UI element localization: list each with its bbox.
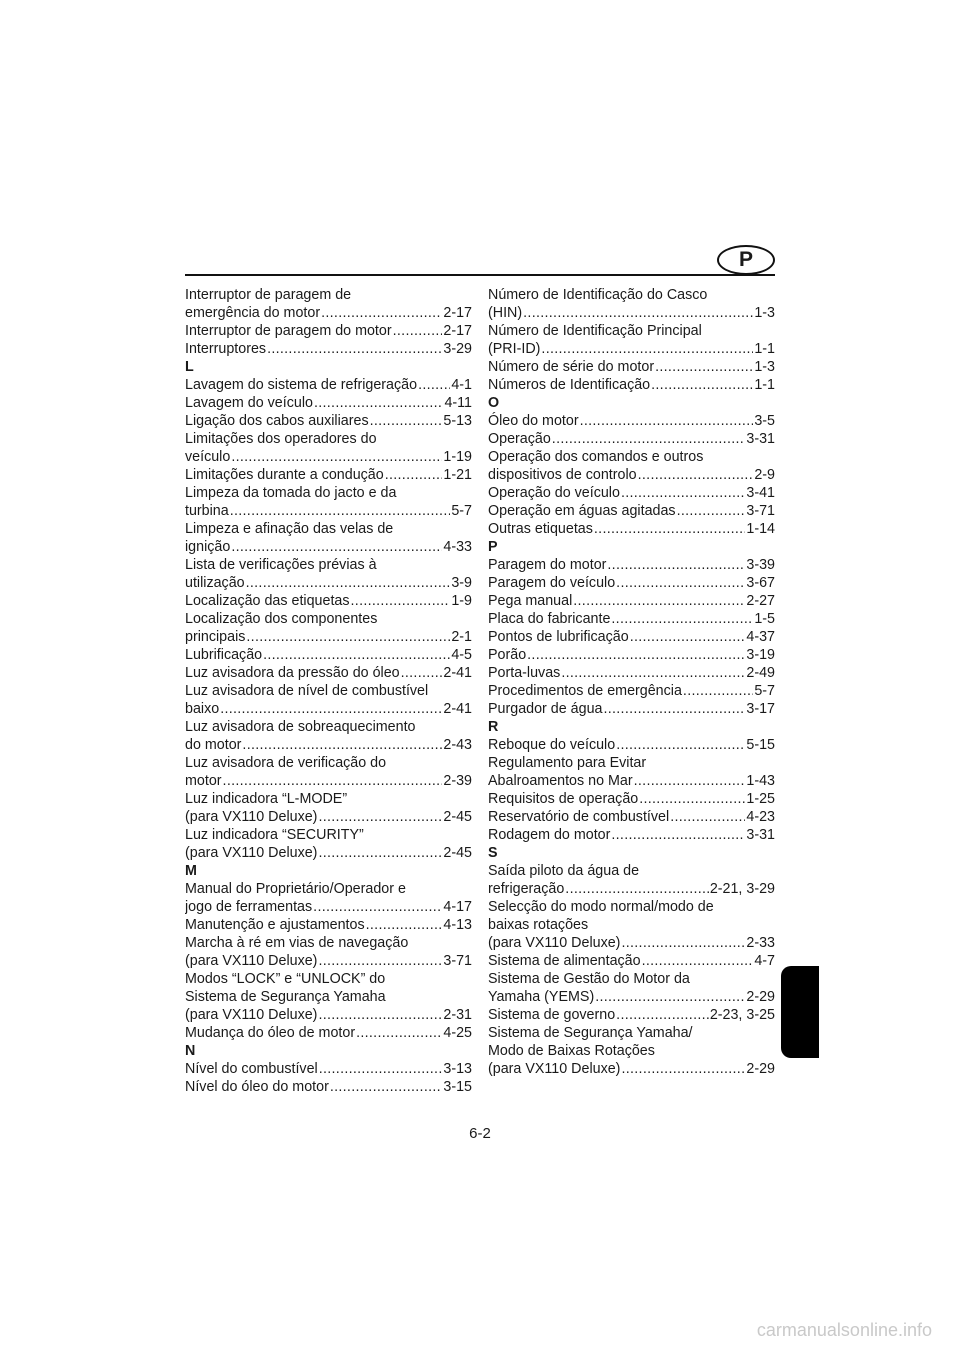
- dot-leader: [642, 952, 754, 970]
- index-entry-text: Nível do combustível: [185, 1061, 318, 1077]
- index-entry-text: Nível do óleo do motor: [185, 1079, 329, 1095]
- index-entry-text: (para VX110 Deluxe): [488, 935, 621, 951]
- index-entry-page: 1-3: [754, 305, 775, 321]
- index-entry-page: 1-1: [754, 341, 775, 357]
- index-entry-text: Sistema de Segurança Yamaha: [185, 989, 386, 1005]
- index-entry-text: Operação: [488, 431, 551, 447]
- dot-leader: [607, 556, 745, 574]
- index-entry-text: Purgador de água: [488, 701, 603, 717]
- index-entry: [185, 466, 472, 484]
- index-entry: [185, 448, 472, 466]
- index-entry-text: Localização dos componentes: [185, 611, 378, 627]
- dot-leader: [366, 916, 443, 934]
- dot-leader: [552, 430, 746, 448]
- index-entry-page: 3-29: [443, 341, 472, 357]
- index-entry-text: Interruptores: [185, 341, 267, 357]
- index-entry-page: 4-11: [444, 395, 472, 411]
- index-entry-page: 2-21, 3-29: [709, 881, 775, 897]
- index-entry-text: Luz avisadora de verificação do: [185, 755, 387, 771]
- index-entry: [185, 844, 472, 862]
- index-entry-text: do motor: [185, 737, 242, 753]
- index-entry-page: 1-1: [754, 377, 775, 393]
- index-entry-text: utilização: [185, 575, 245, 591]
- index-letter-heading: R: [488, 719, 499, 735]
- index-entry-page: 3-67: [746, 575, 775, 591]
- index-entry: [185, 700, 472, 718]
- index-entry-text: Sistema de Gestão do Motor da: [488, 971, 690, 987]
- index-entry: [488, 952, 775, 970]
- dot-leader: [603, 700, 745, 718]
- index-entry-text: Limpeza da tomada do jacto e da: [185, 485, 397, 501]
- index-entry-page: 4-23: [746, 809, 775, 825]
- index-entry: [185, 736, 472, 754]
- index-entry-page: 2-39: [443, 773, 472, 789]
- index-entry-page: 2-43: [443, 737, 472, 753]
- index-entry-text: motor: [185, 773, 222, 789]
- index-entry-page: 2-45: [443, 809, 472, 825]
- index-entry-text: Interruptor de paragem do motor: [185, 323, 392, 339]
- index-entry-page: 2-41: [443, 701, 472, 717]
- index-entry-text: (para VX110 Deluxe): [488, 1061, 621, 1077]
- dot-leader: [594, 520, 745, 538]
- index-entry-text: Óleo do motor: [488, 413, 579, 429]
- index-entry-text: Porão: [488, 647, 527, 663]
- index-entry: [488, 826, 775, 844]
- index-entry-page: 2-49: [746, 665, 775, 681]
- dot-leader: [573, 592, 745, 610]
- dot-leader: [580, 412, 754, 430]
- index-letter-heading: L: [185, 359, 194, 375]
- dot-leader: [246, 574, 451, 592]
- dot-leader: [242, 736, 442, 754]
- index-entry: [488, 1006, 775, 1024]
- index-entry: [185, 808, 472, 826]
- dot-leader: [351, 592, 451, 610]
- index-entry: [185, 592, 472, 610]
- dot-leader: [318, 808, 442, 826]
- index-entry: [185, 394, 472, 412]
- index-entry-page: 3-71: [746, 503, 775, 519]
- index-entry-text: Sistema de Segurança Yamaha/: [488, 1025, 693, 1041]
- index-entry-page: 3-39: [746, 557, 775, 573]
- index-entry-page: 4-17: [443, 899, 472, 915]
- index-entry-text: Pega manual: [488, 593, 573, 609]
- index-entry-page: 4-33: [443, 539, 472, 555]
- dot-leader: [561, 664, 745, 682]
- index-entry-text: baixas rotações: [488, 917, 589, 933]
- index-entry-text: Operação do veículo: [488, 485, 620, 501]
- index-entry-text: Paragem do veículo: [488, 575, 616, 591]
- dot-leader: [223, 772, 443, 790]
- index-entry: [185, 574, 472, 592]
- index-entry-text: jogo de ferramentas: [185, 899, 313, 915]
- index-entry-text: Modos “LOCK” e “UNLOCK” do: [185, 971, 386, 987]
- index-entry-page: 1-25: [746, 791, 775, 807]
- index-entry: [488, 772, 775, 790]
- index-entry-page: 4-25: [443, 1025, 472, 1041]
- index-column-left: [185, 286, 472, 1096]
- index-entry-text: (para VX110 Deluxe): [185, 845, 318, 861]
- index-entry-page: 1-43: [746, 773, 775, 789]
- dot-leader: [263, 646, 450, 664]
- index-entry-page: 3-31: [746, 431, 775, 447]
- index-entry-text: Lavagem do veículo: [185, 395, 313, 411]
- index-entry-text: (para VX110 Deluxe): [185, 809, 318, 825]
- index-entry-page: 1-9: [451, 593, 472, 609]
- index-entry-text: emergência do motor: [185, 305, 321, 321]
- dot-leader: [318, 952, 442, 970]
- dot-leader: [616, 1006, 709, 1024]
- index-entry: [488, 412, 775, 430]
- index-entry-text: principais: [185, 629, 246, 645]
- index-entry: [488, 466, 775, 484]
- index-entry: [185, 1060, 472, 1078]
- index-letter-heading: N: [185, 1043, 196, 1059]
- index-entry-text: baixo: [185, 701, 220, 717]
- index-entry-text: Limitações dos operadores do: [185, 431, 377, 447]
- dot-leader: [313, 898, 442, 916]
- index-entry-text: Manual do Proprietário/Operador e: [185, 881, 406, 897]
- index-entry-text: Número de Identificação do Casco: [488, 287, 708, 303]
- page-number: 6-2: [469, 1125, 491, 1142]
- index-entry-text: Números de Identificação: [488, 377, 651, 393]
- index-entry-page: 4-5: [451, 647, 472, 663]
- index-entry-page: 3-13: [443, 1061, 472, 1077]
- index-entry-page: 2-17: [443, 323, 472, 339]
- index-entry: [185, 916, 472, 934]
- dot-leader: [639, 790, 745, 808]
- index-entry-page: 2-45: [443, 845, 472, 861]
- index-entry: [488, 304, 775, 322]
- index-letter-heading: S: [488, 845, 498, 861]
- index-entry: [488, 484, 775, 502]
- dot-leader: [638, 466, 754, 484]
- index-entry: [488, 790, 775, 808]
- index-entry: [488, 628, 775, 646]
- dot-leader: [616, 736, 745, 754]
- dot-leader: [621, 484, 745, 502]
- index-letter-heading: P: [488, 539, 498, 555]
- index-entry-page: 3-17: [746, 701, 775, 717]
- dot-leader: [655, 358, 753, 376]
- index-entry: [185, 1024, 472, 1042]
- index-entry: [488, 988, 775, 1006]
- index-entry: [185, 898, 472, 916]
- index-entry-page: 3-31: [746, 827, 775, 843]
- index-entry-text: Luz indicadora “SECURITY”: [185, 827, 364, 843]
- index-entry-text: Paragem do motor: [488, 557, 607, 573]
- index-entry-page: 4-13: [443, 917, 472, 933]
- index-entry-text: Luz avisadora de sobreaquecimento: [185, 719, 416, 735]
- index-entry: [185, 1006, 472, 1024]
- index-entry: [488, 736, 775, 754]
- index-entry-text: refrigeração: [488, 881, 565, 897]
- dot-leader: [393, 322, 443, 340]
- dot-leader: [220, 700, 442, 718]
- dot-leader: [370, 412, 443, 430]
- index-entry: [488, 700, 775, 718]
- index-entry-text: Operação em águas agitadas: [488, 503, 676, 519]
- dot-leader: [621, 934, 745, 952]
- index-entry-page: 3-5: [754, 413, 775, 429]
- dot-leader: [565, 880, 709, 898]
- index-entry-page: 2-23, 3-25: [709, 1007, 775, 1023]
- dot-leader: [523, 304, 753, 322]
- dot-leader: [634, 772, 746, 790]
- index-entry-text: Mudança do óleo de motor: [185, 1025, 356, 1041]
- index-entry-text: turbina: [185, 503, 229, 519]
- dot-leader: [231, 448, 442, 466]
- index-entry-text: Lista de verificações prévias à: [185, 557, 377, 573]
- index-entry: [185, 1078, 472, 1096]
- index-entry-text: Outras etiquetas: [488, 521, 593, 537]
- index-entry-page: 3-9: [451, 575, 472, 591]
- index-entry-text: Requisitos de operação: [488, 791, 639, 807]
- index-entry: [185, 304, 472, 322]
- index-entry-text: (PRI-ID): [488, 341, 541, 357]
- index-entry-text: veículo: [185, 449, 231, 465]
- index-entry: [185, 538, 472, 556]
- index-entry: [185, 502, 472, 520]
- index-entry-text: Pontos de lubrificação: [488, 629, 629, 645]
- index-entry-text: Porta-luvas: [488, 665, 561, 681]
- index-entry-text: Luz indicadora “L-MODE”: [185, 791, 348, 807]
- dot-leader: [683, 682, 753, 700]
- dot-leader: [677, 502, 746, 520]
- index-entry: [488, 808, 775, 826]
- index-entry-page: 5-13: [443, 413, 472, 429]
- dot-leader: [385, 466, 443, 484]
- index-entry-text: Selecção do modo normal/modo de: [488, 899, 714, 915]
- index-entry-text: Luz avisadora de nível de combustível: [185, 683, 429, 699]
- index-entry-page: 3-15: [443, 1079, 472, 1095]
- index-entry-page: 5-7: [451, 503, 472, 519]
- index-entry: [488, 880, 775, 898]
- index-letter-heading: M: [185, 863, 197, 879]
- index-entry-text: Placa do fabricante: [488, 611, 611, 627]
- dot-leader: [621, 1060, 745, 1078]
- index-entry-text: Lavagem do sistema de refrigeração: [185, 377, 418, 393]
- index-entry-text: Número de Identificação Principal: [488, 323, 702, 339]
- watermark: carmanualsonline.info: [756, 1320, 932, 1340]
- dot-leader: [231, 538, 442, 556]
- dot-leader: [418, 376, 450, 394]
- index-entry-text: Sistema de alimentação: [488, 953, 641, 969]
- index-entry-text: Procedimentos de emergência: [488, 683, 682, 699]
- dot-leader: [401, 664, 443, 682]
- index-entry: [488, 520, 775, 538]
- index-entry-text: Luz avisadora da pressão do óleo: [185, 665, 400, 681]
- index-entry-page: 3-41: [746, 485, 775, 501]
- index-entry: [185, 322, 472, 340]
- index-entry: [488, 610, 775, 628]
- index-entry-text: (HIN): [488, 305, 523, 321]
- dot-leader: [651, 376, 753, 394]
- index-entry-page: 1-19: [443, 449, 472, 465]
- index-entry-page: 1-21: [443, 467, 472, 483]
- index-entry: [185, 646, 472, 664]
- index-entry-page: 5-7: [754, 683, 775, 699]
- dot-leader: [356, 1024, 442, 1042]
- index-entry-page: 2-31: [443, 1007, 472, 1023]
- index-entry-page: 2-1: [451, 629, 472, 645]
- index-entry-text: Saída piloto da água de: [488, 863, 640, 879]
- index-entry-text: Abalroamentos no Mar: [488, 773, 633, 789]
- index-entry: [488, 934, 775, 952]
- dot-leader: [318, 1006, 442, 1024]
- index-entry-page: 4-1: [451, 377, 472, 393]
- index-entry-text: dispositivos de controlo: [488, 467, 637, 483]
- index-entry-text: Marcha à ré em vias de navegação: [185, 935, 409, 951]
- dot-leader: [314, 394, 443, 412]
- dot-leader: [267, 340, 442, 358]
- index-entry: [488, 340, 775, 358]
- index-entry-text: Localização das etiquetas: [185, 593, 350, 609]
- index-entry-page: 1-5: [754, 611, 775, 627]
- index-entry-page: 4-7: [754, 953, 775, 969]
- dot-leader: [318, 844, 442, 862]
- index-entry-page: 5-15: [746, 737, 775, 753]
- index-entry: [185, 772, 472, 790]
- index-entry: [488, 682, 775, 700]
- index-entry: [185, 376, 472, 394]
- dot-leader: [246, 628, 450, 646]
- index-entry: [488, 502, 775, 520]
- index-entry: [488, 556, 775, 574]
- index-entry-text: Reboque do veículo: [488, 737, 616, 753]
- dot-leader: [611, 610, 753, 628]
- index-entry: [488, 592, 775, 610]
- dot-leader: [230, 502, 451, 520]
- index-entry: [488, 376, 775, 394]
- index-entry-page: 3-71: [443, 953, 472, 969]
- index-entry-text: (para VX110 Deluxe): [185, 953, 318, 969]
- index-entry-text: (para VX110 Deluxe): [185, 1007, 318, 1023]
- index-entry-page: 2-41: [443, 665, 472, 681]
- index-entry-text: Lubrificação: [185, 647, 263, 663]
- index-entry-page: 2-29: [746, 1061, 775, 1077]
- index-entry-page: 2-17: [443, 305, 472, 321]
- header-rule: [185, 274, 775, 276]
- index-entry-text: Manutenção e ajustamentos: [185, 917, 365, 933]
- index-entry-page: 2-33: [746, 935, 775, 951]
- index-entry-text: Ligação dos cabos auxiliares: [185, 413, 369, 429]
- index-entry: [185, 412, 472, 430]
- dot-leader: [541, 340, 753, 358]
- index-entry: [488, 358, 775, 376]
- index-entry-text: Limpeza e afinação das velas de: [185, 521, 394, 537]
- dot-leader: [330, 1078, 443, 1096]
- index-entry-text: Yamaha (YEMS): [488, 989, 595, 1005]
- index-entry-text: Regulamento para Evitar: [488, 755, 647, 771]
- index-entry-text: ignição: [185, 539, 231, 555]
- index-entry: [488, 1060, 775, 1078]
- index-entry-page: 2-9: [754, 467, 775, 483]
- index-entry: [185, 628, 472, 646]
- index-entry: [488, 430, 775, 448]
- dot-leader: [595, 988, 745, 1006]
- index-entry-text: Operação dos comandos e outros: [488, 449, 704, 465]
- index-entry-page: 3-19: [746, 647, 775, 663]
- index-entry-text: Interruptor de paragem de: [185, 287, 352, 303]
- index-entry-text: Número de série do motor: [488, 359, 655, 375]
- dot-leader: [630, 628, 746, 646]
- chapter-tab: [781, 966, 819, 1058]
- dot-leader: [319, 1060, 443, 1078]
- index-entry-text: Reservatório de combustível: [488, 809, 670, 825]
- dot-leader: [321, 304, 442, 322]
- index-entry: [185, 952, 472, 970]
- index-entry-page: 2-29: [746, 989, 775, 1005]
- index-entry-text: Sistema de governo: [488, 1007, 616, 1023]
- index-entry-page: 1-3: [754, 359, 775, 375]
- index-entry-page: 4-37: [746, 629, 775, 645]
- index-entry-page: 1-14: [746, 521, 775, 537]
- dot-leader: [616, 574, 745, 592]
- dot-leader: [611, 826, 745, 844]
- dot-leader: [527, 646, 745, 664]
- index-entry: [185, 340, 472, 358]
- index-entry-text: Modo de Baixas Rotações: [488, 1043, 655, 1059]
- index-entry-page: 2-27: [746, 593, 775, 609]
- language-badge: P: [717, 245, 775, 275]
- index-letter-heading: O: [488, 395, 500, 411]
- index-entry: [488, 574, 775, 592]
- index-entry-text: Limitações durante a condução: [185, 467, 384, 483]
- index-entry: [185, 664, 472, 682]
- index-column-right: [488, 286, 775, 1078]
- index-entry: [488, 664, 775, 682]
- index-entry: [488, 646, 775, 664]
- dot-leader: [670, 808, 745, 826]
- index-entry-text: Rodagem do motor: [488, 827, 611, 843]
